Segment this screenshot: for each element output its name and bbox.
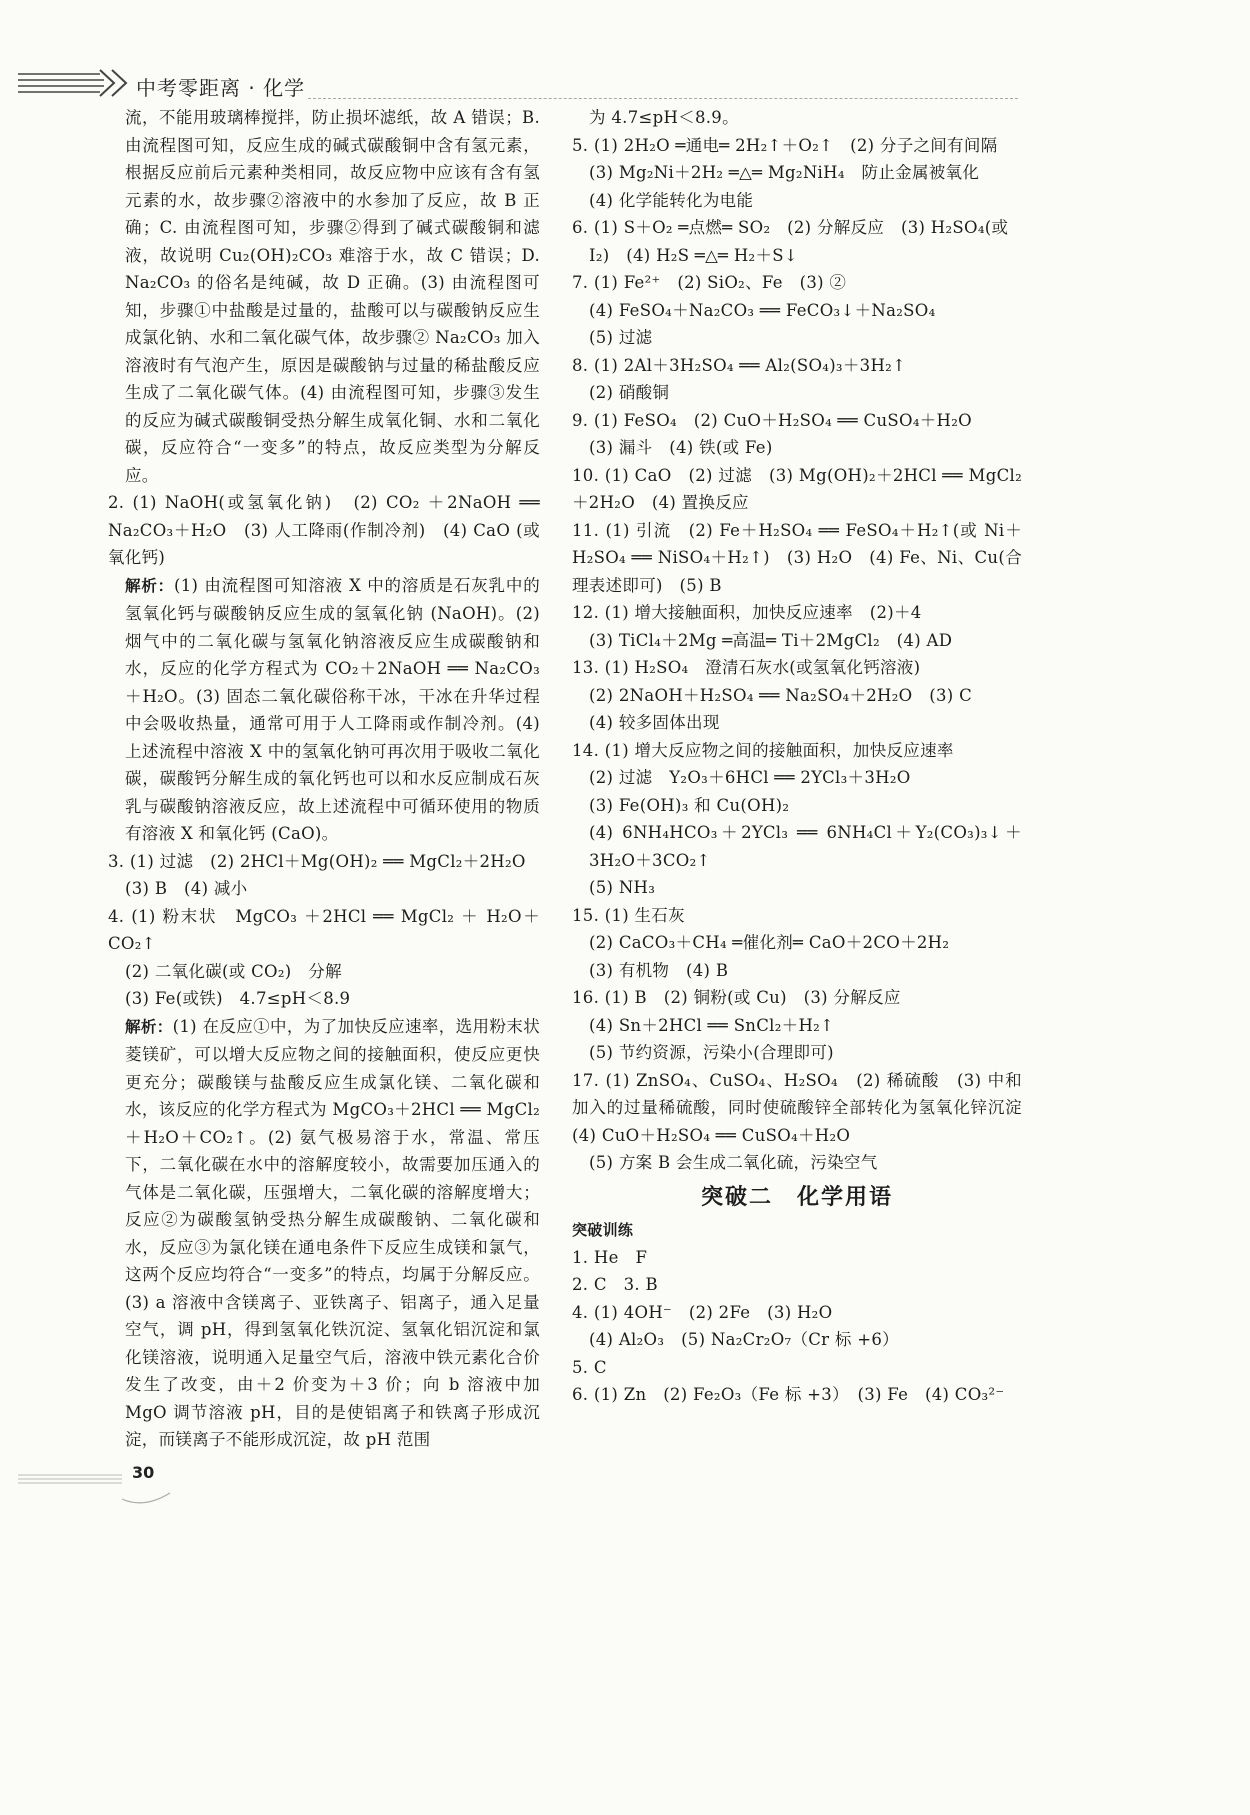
chem-term-answer-4-line-2: (4) Al₂O₃ (5) Na₂Cr₂O₇（Cr 标 +6） [589,1330,899,1349]
answer-3-line-2: (3) B (4) 减小 [125,879,248,898]
section-subtitle: 突破训练 [572,1220,634,1239]
answer-14-line-1: 14. (1) 增大反应物之间的接触面积，加快反应速率 [572,740,954,760]
answer-14-line-5: (5) NH₃ [589,878,656,897]
answer-6-line-1: 6. (1) S＋O₂ ═点燃═ SO₂ (2) 分解反应 (3) H₂SO₄(或 [572,218,1009,237]
answer-15-line-1: 15. (1) 生石灰 [572,905,685,925]
answer-4-continued: 为 4.7≤pH＜8.9。 [589,108,739,127]
answer-5-line-1: 5. (1) 2H₂O ═通电═ 2H₂↑＋O₂↑ (2) 分子之间有间隔 [572,135,998,155]
chem-term-answer-5: 5. C [572,1357,607,1377]
analysis-2-text: (1) 由流程图可知溶液 X 中的溶质是石灰乳中的氢氧化钙与碳酸钠反应生成的氢氧化钠 (NaOH)。(2) 烟气中的二氧化碳与氢氧化钠溶液反应生成碳酸钠和水，反应的化学方程式为 CO₂＋2NaOH ══ Na₂CO₃＋H₂O。(3) 固态二氧化碳俗称干冰，干冰在升华过程中会吸收热量，通常可用于人工降雨或作制冷剂。(4) 上述流程中溶液 X 中的氢氧化钠可再次用于吸收二氧化碳，碳酸钙分解生成的氧化钙也可以和水反应制成石灰乳与碳酸钠溶液反应，故上述流程中可循环使用的物质有溶液 X 和氧化钙 (CaO)。 [125,575,540,843]
answer-15-line-3: (3) 有机物 (4) B [589,960,729,980]
page-header [18,64,1018,104]
right-column [572,104,1039,1409]
answer-1-continued: 流，不能用玻璃棒搅拌，防止损坏滤纸，故 A 错误；B. 由流程图可知，反应生成的碱式碳酸铜中含有氢元素，根据反应前后元素种类相同，故反应物中应该有含有氢元素的水，故步骤②溶液中的水参加了反应，故 B 正确；C. 由流程图可知，步骤②得到了碱式碳酸铜和滤液，故说明 Cu₂(OH)₂CO₃ 难溶于水，故 C 错误；D. Na₂CO₃ 的俗名是纯碱，故 D 正确。(3) 由流程图可知，步骤①中盐酸是过量的，盐酸可以与碳酸钠反应生成氯化钠、水和二氧化碳气体，故步骤② Na₂CO₃ 加入溶液时有气泡产生，原因是碳酸钠与过量的稀盐酸反应生成了二氧化碳气体。(4) 由流程图可知，步骤③发生的反应为碱式碳酸铜受热分解生成氧化铜、水和二氧化碳，反应符合“一变多”的特点，故反应类型为分解反应。 [125,108,540,485]
chem-term-answer-4-line-1: 4. (1) 4OH⁻ (2) 2Fe (3) H₂O [572,1302,833,1322]
answer-14-line-3: (3) Fe(OH)₃ 和 Cu(OH)₂ [589,795,790,815]
analysis-2 [108,572,540,848]
analysis-label: 解析： [125,576,174,595]
answer-16-line-3: (5) 节约资源，污染小(合理即可) [589,1043,834,1062]
answer-2: 2. (1) NaOH(或氢氧化钠) (2) CO₂ ＋2NaOH ══ Na₂CO₃＋H₂O (3) 人工降雨(作制冷剂) (4) CaO (或氧化钙) [108,493,540,567]
analysis-label: 解析： [125,1017,173,1036]
chem-term-answer-2-3: 2. C 3. B [572,1275,658,1294]
analysis-4 [108,1013,540,1454]
footer-decoration-icon [18,1455,218,1515]
header-rule [308,98,1018,99]
answer-15-line-2: (2) CaCO₃＋CH₄ ═催化剂═ CaO＋2CO＋2H₂ [589,933,950,952]
header-arrows-icon [18,64,134,104]
answer-14-line-4: (4) 6NH₄HCO₃＋2YCl₃ ══ 6NH₄Cl＋Y₂(CO₃)₃↓＋3H₂O＋3CO₂↑ [589,823,1022,870]
answer-9-line-2: (3) 漏斗 (4) 铁(或 Fe) [589,438,773,457]
section-title: 突破二 化学用语 [700,1184,893,1210]
answer-16-line-1: 16. (1) B (2) 铜粉(或 Cu) (3) 分解反应 [572,988,901,1007]
page-number: 30 [132,1463,155,1482]
analysis-4-text: (1) 在反应①中，为了加快反应速率，选用粉末状菱镁矿，可以增大反应物之间的接触面积，使反应更快更充分；碳酸镁与盐酸反应生成氯化镁、二氧化碳和水，该反应的化学方程式为 MgCO₃＋2HCl ══ MgCl₂＋H₂O＋CO₂↑。(2) 氨气极易溶于水，常温、常压下，二氧化碳在水中的溶解度较小，故需要加压通入的气体是二氧化碳，压强增大，二氧化碳的溶解度增大；反应②为碳酸氢钠受热分解生成碳酸钠、二氧化碳和水，反应③为氯化镁在通电条件下反应生成镁和氯气，这两个反应均符合“一变多”的特点，均属于分解反应。(3) a 溶液中含镁离子、亚铁离子、铝离子，通入足量空气，调 pH，得到氢氧化铁沉淀、氢氧化铝沉淀和氯化镁溶液，说明通入足量空气后，溶液中铁元素化合价发生了改变，由＋2 价变为＋3 价；向 b 溶液中加 MgO 调节溶液 pH，目的是使铝离子和铁离子形成沉淀，而镁离子不能形成沉淀，故 pH 范围 [125,1016,540,1449]
answer-8-line-2: (2) 硝酸铜 [589,383,670,402]
answer-4-line-1: 4. (1) 粉末状 MgCO₃ ＋2HCl ══ MgCl₂ ＋ H₂O＋ CO₂↑ [108,906,540,953]
answer-3-line-1: 3. (1) 过滤 (2) 2HCl＋Mg(OH)₂ ══ MgCl₂＋2H₂O [108,851,526,871]
answer-10: 10. (1) CaO (2) 过滤 (3) Mg(OH)₂＋2HCl ══ MgCl₂＋2H₂O (4) 置换反应 [572,465,1022,512]
answer-12-line-2: (3) TiCl₄＋2Mg ═高温═ Ti＋2MgCl₂ (4) AD [589,630,953,650]
chem-term-answer-6: 6. (1) Zn (2) Fe₂O₃（Fe 标 +3） (3) Fe (4) CO₃²⁻ [572,1385,1005,1404]
answer-7-line-2: (4) FeSO₄＋Na₂CO₃ ══ FeCO₃↓＋Na₂SO₄ [589,300,936,320]
answer-16-line-2: (4) Sn＋2HCl ══ SnCl₂＋H₂↑ [589,1015,835,1035]
answer-4-line-3: (3) Fe(或铁) 4.7≤pH＜8.9 [125,989,351,1008]
answer-4-line-2: (2) 二氧化碳(或 CO₂) 分解 [125,961,342,981]
answer-6-line-2: I₂) (4) H₂S ═△═ H₂＋S↓ [589,245,798,265]
answer-7-line-3: (5) 过滤 [589,328,653,347]
header-title: 中考零距离 · 化学 [136,76,306,100]
answer-12-line-1: 12. (1) 增大接触面积，加快反应速率 (2)＋4 [572,603,922,622]
answer-13-line-2: (2) 2NaOH＋H₂SO₄ ══ Na₂SO₄＋2H₂O (3) C [589,685,973,705]
answer-13-line-1: 13. (1) H₂SO₄ 澄清石灰水(或氢氧化钙溶液) [572,658,921,677]
answer-11: 11. (1) 引流 (2) Fe＋H₂SO₄ ══ FeSO₄＋H₂↑(或 Ni＋H₂SO₄ ══ NiSO₄＋H₂↑) (3) H₂O (4) Fe、Ni、Cu(合理表述即可) (5) B [572,520,1022,595]
answer-7-line-1: 7. (1) Fe²⁺ (2) SiO₂、Fe (3) ② [572,273,847,292]
chem-term-answer-1: 1. He F [572,1247,648,1267]
answer-17-line-2: (5) 方案 B 会生成二氧化硫，污染空气 [589,1153,878,1172]
answer-17-line-1: 17. (1) ZnSO₄、CuSO₄、H₂SO₄ (2) 稀硫酸 (3) 中和加入的过量稀硫酸，同时使硫酸锌全部转化为氢氧化锌沉淀 (4) CuO＋H₂SO₄ ══ CuSO₄＋H₂O [572,1070,1039,1145]
answer-5-line-2: (3) Mg₂Ni＋2H₂ ═△═ Mg₂NiH₄ 防止金属被氧化 [589,163,980,182]
answer-14-line-2: (2) 过滤 Y₂O₃＋6HCl ══ 2YCl₃＋3H₂O [589,768,911,787]
answer-9-line-1: 9. (1) FeSO₄ (2) CuO＋H₂SO₄ ══ CuSO₄＋H₂O [572,410,972,430]
left-column [108,104,540,1454]
page-footer [18,1455,218,1515]
answer-5-line-3: (4) 化学能转化为电能 [589,190,754,210]
answer-8-line-1: 8. (1) 2Al＋3H₂SO₄ ══ Al₂(SO₄)₃＋3H₂↑ [572,355,907,375]
answer-13-line-3: (4) 较多固体出现 [589,713,720,732]
